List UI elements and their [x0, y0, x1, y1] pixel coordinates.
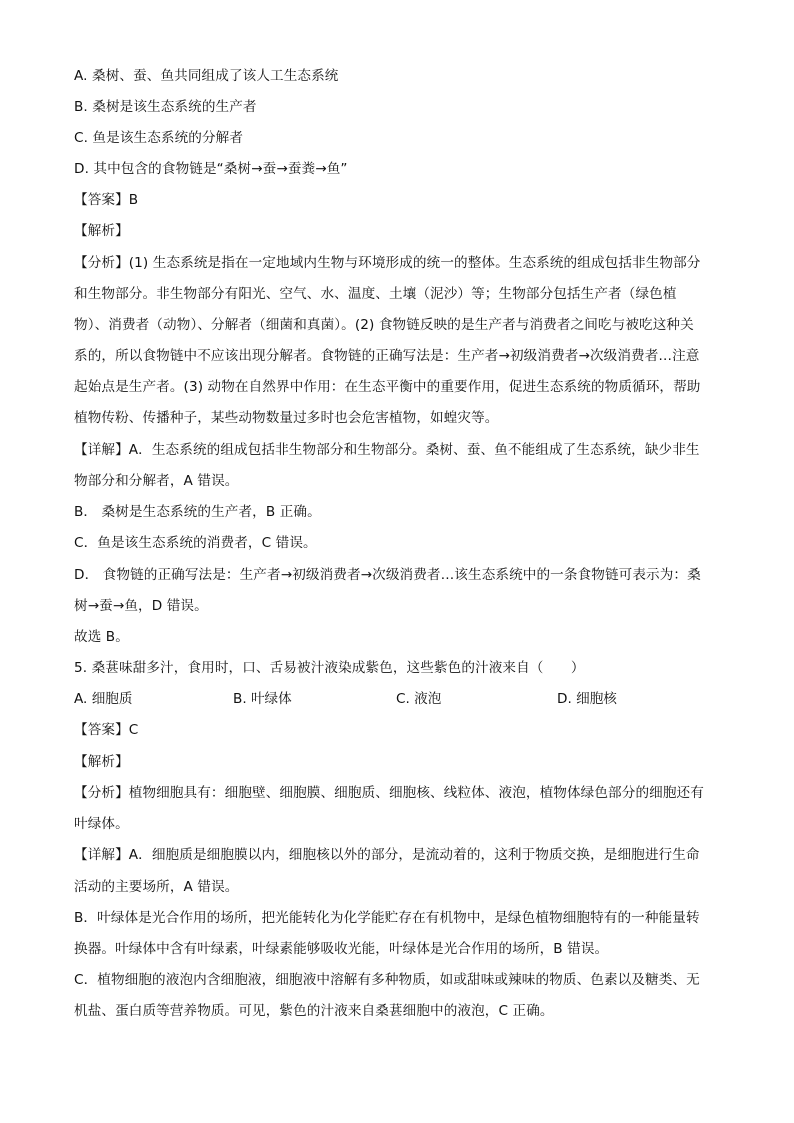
q5-detail-line: C．植物细胞的液泡内含细胞液，细胞液中溶解有多种物质，如或甜味或辣味的物质、色素以及糖类、无 [74, 972, 700, 988]
q5-option-a: A. 细胞质 [74, 691, 133, 707]
q5-option-d: D. 细胞核 [557, 691, 617, 707]
q4-analysis-line: 起始点是生产者。(3) 动物在自然界中作用：在生态平衡中的重要作用，促进生态系统的物质循环，帮助 [74, 379, 701, 395]
q4-detail-line: 【详解】A．生态系统的组成包括非生物部分和生物部分。桑树、蚕、鱼不能组成了生态系统，缺少非生 [74, 442, 700, 458]
q5-option-b: B. 叶绿体 [233, 691, 292, 707]
q5-detail-line: 活动的主要场所，A 错误。 [74, 879, 239, 895]
q5-detail-line: 机盐、蛋白质等营养物质。可见，紫色的汁液来自桑葚细胞中的液泡，C 正确。 [74, 1003, 554, 1019]
q4-analysis-line: 植物传粉、传播种子，某些动物数量过多时也会危害植物，如蝗灾等。 [74, 410, 499, 426]
q4-detail-line: 物部分和分解者，A 错误。 [74, 473, 239, 489]
q4-analysis-line: 物）、消费者（动物）、分解者（细菌和真菌）。(2) 食物链反映的是生产者与消费者之间吃与被吃这种关 [74, 317, 694, 333]
q4-analysis-line: 和生物部分。非生物部分有阳光、空气、水、温度、土壤（泥沙）等；生物部分包括生产者（绿色植 [74, 286, 677, 302]
q4-detail-line: 树→蚕→鱼，D 错误。 [74, 598, 208, 614]
q5-answer: 【答案】C [74, 722, 139, 738]
q4-detail-line: B． 桑树是生态系统的生产者，B 正确。 [74, 504, 321, 520]
q4-option-b: B. 桑树是该生态系统的生产者 [74, 99, 257, 115]
q5-analysis-title: 【解析】 [74, 754, 129, 770]
q4-option-d: D. 其中包含的食物链是“桑树→蚕→蚕粪→鱼” [74, 161, 348, 177]
q5-detail-line: 换器。叶绿体中含有叶绿素，叶绿素能够吸收光能，叶绿体是光合作用的场所，B 错误。 [74, 941, 609, 957]
q5-question: 5. 桑葚味甜多汁，食用时，口、舌易被汁液染成紫色，这些紫色的汁液来自（ ） [74, 660, 585, 676]
q5-analysis-line: 【分析】植物细胞具有：细胞壁、细胞膜、细胞质、细胞核、线粒体、液泡，植物体绿色部分的细胞还有 [74, 785, 704, 801]
q5-option-c: C. 液泡 [396, 691, 442, 707]
q5-detail-line: 【详解】A．细胞质是细胞膜以内，细胞核以外的部分，是流动着的，这利于物质交换，是细胞进行生命 [74, 847, 700, 863]
q4-analysis-line: 系的，所以食物链中不应该出现分解者。食物链的正确写法是：生产者→初级消费者→次级消费者…注意 [74, 348, 700, 364]
q4-option-c: C. 鱼是该生态系统的分解者 [74, 130, 244, 146]
q4-answer: 【答案】B [74, 192, 139, 208]
q4-option-a: A. 桑树、蚕、鱼共同组成了该人工生态系统 [74, 68, 339, 84]
q5-analysis-line: 叶绿体。 [74, 816, 129, 832]
q5-detail-line: B．叶绿体是光合作用的场所，把光能转化为化学能贮存在有机物中，是绿色植物细胞特有的一种能量转 [74, 910, 700, 926]
q4-analysis-title: 【解析】 [74, 223, 129, 239]
q4-detail-line: C．鱼是该生态系统的消费者，C 错误。 [74, 535, 317, 551]
q4-conclusion: 故选 B。 [74, 629, 129, 645]
q4-analysis-line: 【分析】(1) 生态系统是指在一定地域内生物与环境形成的统一的整体。生态系统的组成包括非生物部分 [74, 255, 701, 271]
q4-detail-line: D． 食物链的正确写法是：生产者→初级消费者→次级消费者…该生态系统中的一条食物链可表示为：桑 [74, 567, 701, 583]
